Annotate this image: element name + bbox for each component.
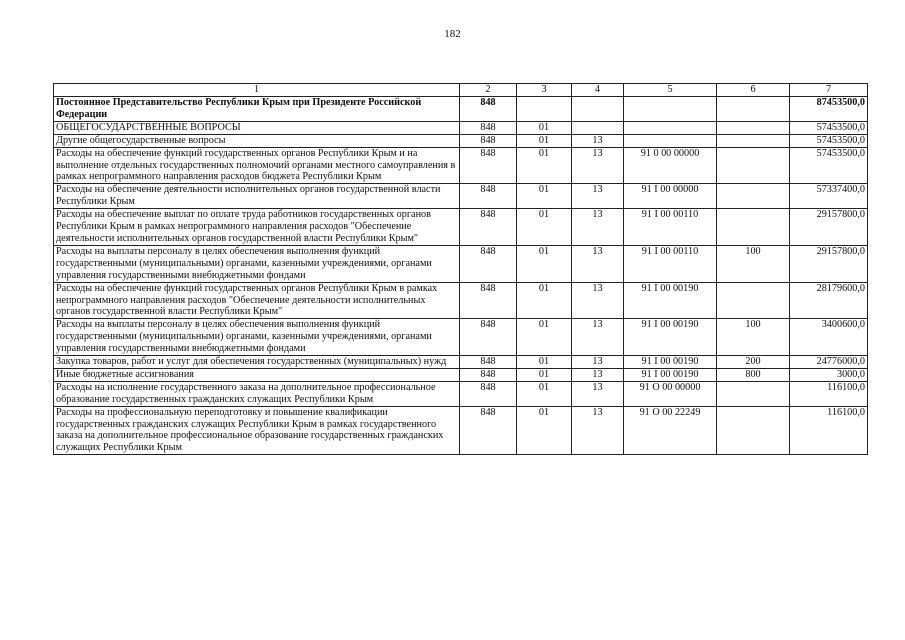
row-name-cell: Расходы на выплаты персоналу в целях обеспечения выполнения функций государственными (муниципальными) органами, казенными учреждениями, органами управления государственными внебюджетными фондами <box>54 245 460 282</box>
row-code-cell: 848 <box>460 134 517 147</box>
row-subsection-cell: 13 <box>572 381 624 406</box>
row-expense-type-cell <box>717 184 790 209</box>
row-code-cell: 848 <box>460 319 517 356</box>
row-amount-cell: 116100,0 <box>790 406 868 455</box>
row-amount-cell: 28179600,0 <box>790 282 868 319</box>
row-subsection-cell <box>572 97 624 122</box>
row-section-cell: 01 <box>517 282 572 319</box>
row-amount-cell: 116100,0 <box>790 381 868 406</box>
row-section-cell: 01 <box>517 209 572 246</box>
table-row <box>54 209 868 246</box>
budget-table <box>53 83 868 455</box>
row-target-article-cell: 91 I 00 00000 <box>624 184 717 209</box>
row-target-article-cell: 91 О 00 00000 <box>624 381 717 406</box>
row-subsection-cell: 13 <box>572 245 624 282</box>
row-name-cell: Расходы на исполнение государственного заказа на дополнительное профессиональное образование государственных гражданских служащих Республики Крым <box>54 381 460 406</box>
table-row <box>54 368 868 381</box>
table-row <box>54 282 868 319</box>
row-section-cell: 01 <box>517 368 572 381</box>
row-amount-cell: 29157800,0 <box>790 245 868 282</box>
row-expense-type-cell <box>717 209 790 246</box>
row-subsection-cell: 13 <box>572 319 624 356</box>
row-section-cell: 01 <box>517 184 572 209</box>
table-row <box>54 134 868 147</box>
row-section-cell: 01 <box>517 319 572 356</box>
table-row <box>54 245 868 282</box>
row-target-article-cell: 91 О 00 22249 <box>624 406 717 455</box>
row-name-cell: Закупка товаров, работ и услуг для обеспечения государственных (муниципальных) нужд <box>54 356 460 369</box>
table-row <box>54 121 868 134</box>
row-expense-type-cell <box>717 147 790 184</box>
row-amount-cell: 24776000,0 <box>790 356 868 369</box>
row-target-article-cell: 91 I 00 00190 <box>624 319 717 356</box>
header-cell-1: 1 <box>54 84 460 97</box>
row-code-cell: 848 <box>460 209 517 246</box>
row-subsection-cell: 13 <box>572 356 624 369</box>
row-target-article-cell: 91 0 00 00000 <box>624 147 717 184</box>
table-row <box>54 381 868 406</box>
row-amount-cell: 57453500,0 <box>790 147 868 184</box>
row-expense-type-cell <box>717 282 790 319</box>
row-expense-type-cell <box>717 121 790 134</box>
row-target-article-cell: 91 I 00 00110 <box>624 209 717 246</box>
row-target-article-cell <box>624 134 717 147</box>
row-expense-type-cell <box>717 381 790 406</box>
table-row <box>54 319 868 356</box>
row-amount-cell: 57453500,0 <box>790 121 868 134</box>
row-code-cell: 848 <box>460 97 517 122</box>
row-code-cell: 848 <box>460 147 517 184</box>
row-name-cell: Расходы на обеспечение функций государственных органов Республики Крым и на выполнение отдельных государственных полномочий органами местного самоуправления в рамках непрограммного направления расходов бюджета Республики Крым <box>54 147 460 184</box>
row-amount-cell: 3400600,0 <box>790 319 868 356</box>
row-code-cell: 848 <box>460 121 517 134</box>
row-subsection-cell: 13 <box>572 184 624 209</box>
row-amount-cell: 57337400,0 <box>790 184 868 209</box>
row-target-article-cell <box>624 121 717 134</box>
header-cell-7: 7 <box>790 84 868 97</box>
row-name-cell: Расходы на обеспечение выплат по оплате труда работников государственных органов Республики Крым в рамках непрограммного направления расходов "Обеспечение деятельности исполнительных органов государственной власти Республики Крым" <box>54 209 460 246</box>
row-target-article-cell: 91 I 00 00190 <box>624 356 717 369</box>
row-code-cell: 848 <box>460 356 517 369</box>
row-section-cell: 01 <box>517 134 572 147</box>
row-section-cell: 01 <box>517 356 572 369</box>
row-name-cell: Другие общегосударственные вопросы <box>54 134 460 147</box>
table-row <box>54 147 868 184</box>
row-code-cell: 848 <box>460 381 517 406</box>
row-expense-type-cell: 100 <box>717 319 790 356</box>
row-expense-type-cell: 100 <box>717 245 790 282</box>
header-cell-2: 2 <box>460 84 517 97</box>
row-section-cell: 01 <box>517 121 572 134</box>
row-section-cell: 01 <box>517 245 572 282</box>
row-expense-type-cell <box>717 406 790 455</box>
header-cell-6: 6 <box>717 84 790 97</box>
row-subsection-cell: 13 <box>572 209 624 246</box>
row-subsection-cell: 13 <box>572 368 624 381</box>
row-section-cell: 01 <box>517 381 572 406</box>
row-expense-type-cell <box>717 134 790 147</box>
row-name-cell: Расходы на выплаты персоналу в целях обеспечения выполнения функций государственными (муниципальными) органами, казенными учреждениями, органами управления государственными внебюджетными фондами <box>54 319 460 356</box>
row-name-cell: Расходы на профессиональную переподготовку и повышение квалификации государственных гражданских служащих Республики Крым в рамках государственного заказа на дополнительное профессиональное образование государственных гражданских служащих Республики Крым <box>54 406 460 455</box>
row-name-cell: Иные бюджетные ассигнования <box>54 368 460 381</box>
page-number: 182 <box>444 28 461 40</box>
header-cell-4: 4 <box>572 84 624 97</box>
header-row <box>54 84 868 97</box>
header-cell-5: 5 <box>624 84 717 97</box>
row-code-cell: 848 <box>460 368 517 381</box>
row-section-cell <box>517 97 572 122</box>
table-row <box>54 184 868 209</box>
row-section-cell: 01 <box>517 406 572 455</box>
row-subsection-cell <box>572 121 624 134</box>
header-cell-3: 3 <box>517 84 572 97</box>
row-expense-type-cell: 800 <box>717 368 790 381</box>
row-expense-type-cell <box>717 97 790 122</box>
row-code-cell: 848 <box>460 406 517 455</box>
row-subsection-cell: 13 <box>572 134 624 147</box>
row-subsection-cell: 13 <box>572 147 624 184</box>
row-target-article-cell: 91 I 00 00190 <box>624 282 717 319</box>
table-row <box>54 356 868 369</box>
row-target-article-cell <box>624 97 717 122</box>
row-code-cell: 848 <box>460 282 517 319</box>
row-subsection-cell: 13 <box>572 282 624 319</box>
table-row <box>54 406 868 455</box>
row-name-cell: Постоянное Представительство Республики Крым при Президенте Российской Федерации <box>54 97 460 122</box>
row-subsection-cell: 13 <box>572 406 624 455</box>
row-section-cell: 01 <box>517 147 572 184</box>
row-name-cell: Расходы на обеспечение функций государственных органов Республики Крым в рамках непрограммного направления расходов "Обеспечение деятельности исполнительных органов государственной власти Республики Крым" <box>54 282 460 319</box>
row-expense-type-cell: 200 <box>717 356 790 369</box>
row-name-cell: Расходы на обеспечение деятельности исполнительных органов государственной власти Республики Крым <box>54 184 460 209</box>
row-target-article-cell: 91 I 00 00110 <box>624 245 717 282</box>
table-row <box>54 97 868 122</box>
row-target-article-cell: 91 I 00 00190 <box>624 368 717 381</box>
row-code-cell: 848 <box>460 184 517 209</box>
row-code-cell: 848 <box>460 245 517 282</box>
row-name-cell: ОБЩЕГОСУДАРСТВЕННЫЕ ВОПРОСЫ <box>54 121 460 134</box>
row-amount-cell: 87453500,0 <box>790 97 868 122</box>
row-amount-cell: 57453500,0 <box>790 134 868 147</box>
row-amount-cell: 3000,0 <box>790 368 868 381</box>
row-amount-cell: 29157800,0 <box>790 209 868 246</box>
